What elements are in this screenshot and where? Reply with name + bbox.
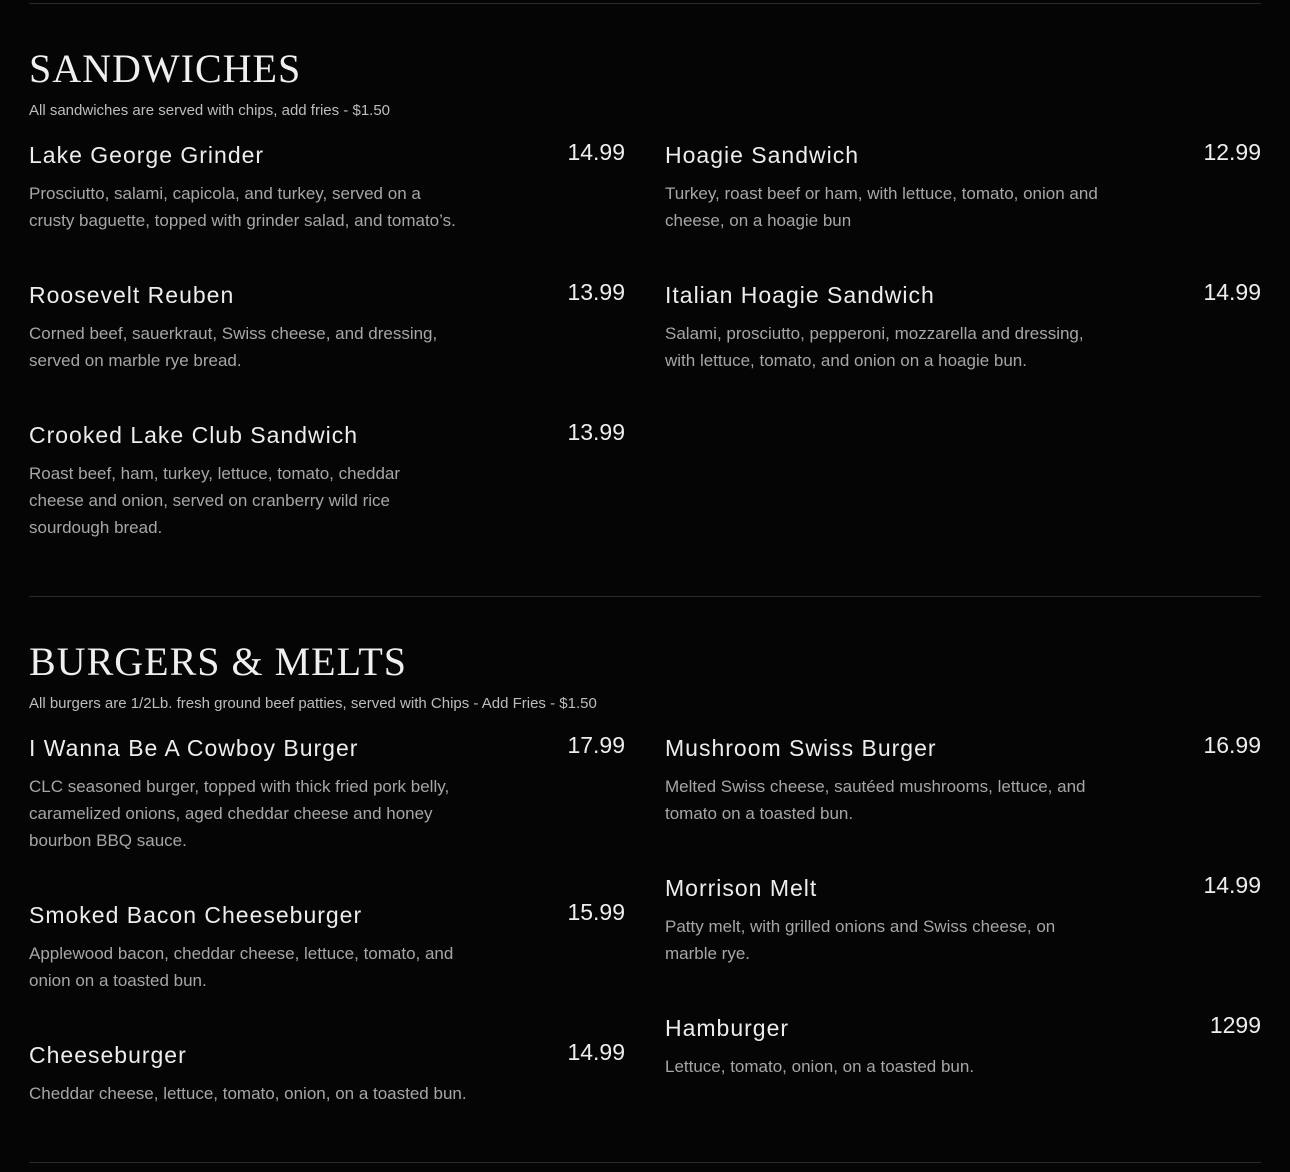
item-price: 14.99	[1203, 279, 1261, 305]
item-description: Patty melt, with grilled onions and Swiss cheese, on marble rye.	[665, 917, 1056, 963]
section-note: All sandwiches are served with chips, add fries - $1.50	[29, 102, 391, 119]
section-title: SANDWICHES	[29, 46, 302, 91]
item-price: 14.99	[567, 1039, 625, 1065]
item-description: Turkey, roast beef or ham, with lettuce, tomato, onion and cheese, on a hoagie bun	[665, 184, 1098, 230]
item-price: 13.99	[567, 279, 625, 305]
item-name: Morrison Melt	[665, 875, 818, 901]
item-description: Salami, prosciutto, pepperoni, mozzarella and dressing, with lettuce, tomato, and onion on a hoagie bun.	[665, 324, 1084, 370]
item-price: 16.99	[1203, 732, 1261, 758]
item-description: Prosciutto, salami, capicola, and turkey, served on a crusty baguette, topped with grinder salad, and tomato’s.	[29, 184, 456, 230]
top-divider	[29, 3, 1261, 4]
item-name: I Wanna Be A Cowboy Burger	[29, 735, 359, 761]
item-description: Melted Swiss cheese, sautéed mushrooms, lettuce, and tomato on a toasted bun.	[665, 777, 1086, 823]
item-description: Roast beef, ham, turkey, lettuce, tomato, cheddar cheese and onion, served on cranberry wild rice sourdough bread.	[29, 464, 401, 537]
item-name: Smoked Bacon Cheeseburger	[29, 902, 363, 928]
item-description: CLC seasoned burger, topped with thick fried pork belly, caramelized onions, aged cheddar cheese and honey bourbon BBQ sauce.	[29, 777, 450, 850]
burgers-section	[29, 639, 1261, 712]
sandwiches-section	[29, 46, 1261, 119]
item-price: 17.99	[567, 732, 625, 758]
item-name: Mushroom Swiss Burger	[665, 735, 937, 761]
item-price: 14.99	[1203, 872, 1261, 898]
item-name: Roosevelt Reuben	[29, 282, 235, 308]
item-price: 15.99	[567, 899, 625, 925]
item-price: 13.99	[567, 419, 625, 445]
item-name: Hoagie Sandwich	[665, 142, 860, 168]
item-description: Cheddar cheese, lettuce, tomato, onion, on a toasted bun.	[29, 1084, 467, 1103]
item-price: 1299	[1209, 1012, 1261, 1038]
item-name: Hamburger	[665, 1015, 790, 1041]
item-description: Corned beef, sauerkraut, Swiss cheese, and dressing, served on marble rye bread.	[29, 324, 438, 370]
item-description: Applewood bacon, cheddar cheese, lettuce, tomato, and onion on a toasted bun.	[29, 944, 454, 990]
item-name: Cheeseburger	[29, 1042, 187, 1068]
bottom-divider	[29, 1162, 1261, 1163]
item-name: Lake George Grinder	[29, 142, 265, 168]
section-title: BURGERS & MELTS	[29, 639, 408, 684]
item-name: Crooked Lake Club Sandwich	[29, 422, 359, 448]
item-description: Lettuce, tomato, onion, on a toasted bun.	[665, 1057, 975, 1076]
section-divider	[29, 596, 1261, 597]
item-price: 14.99	[567, 139, 625, 165]
item-name: Italian Hoagie Sandwich	[665, 282, 935, 308]
item-price: 12.99	[1203, 139, 1261, 165]
section-note: All burgers are 1/2Lb. fresh ground beef patties, served with Chips - Add Fries - $1.50	[29, 695, 597, 712]
